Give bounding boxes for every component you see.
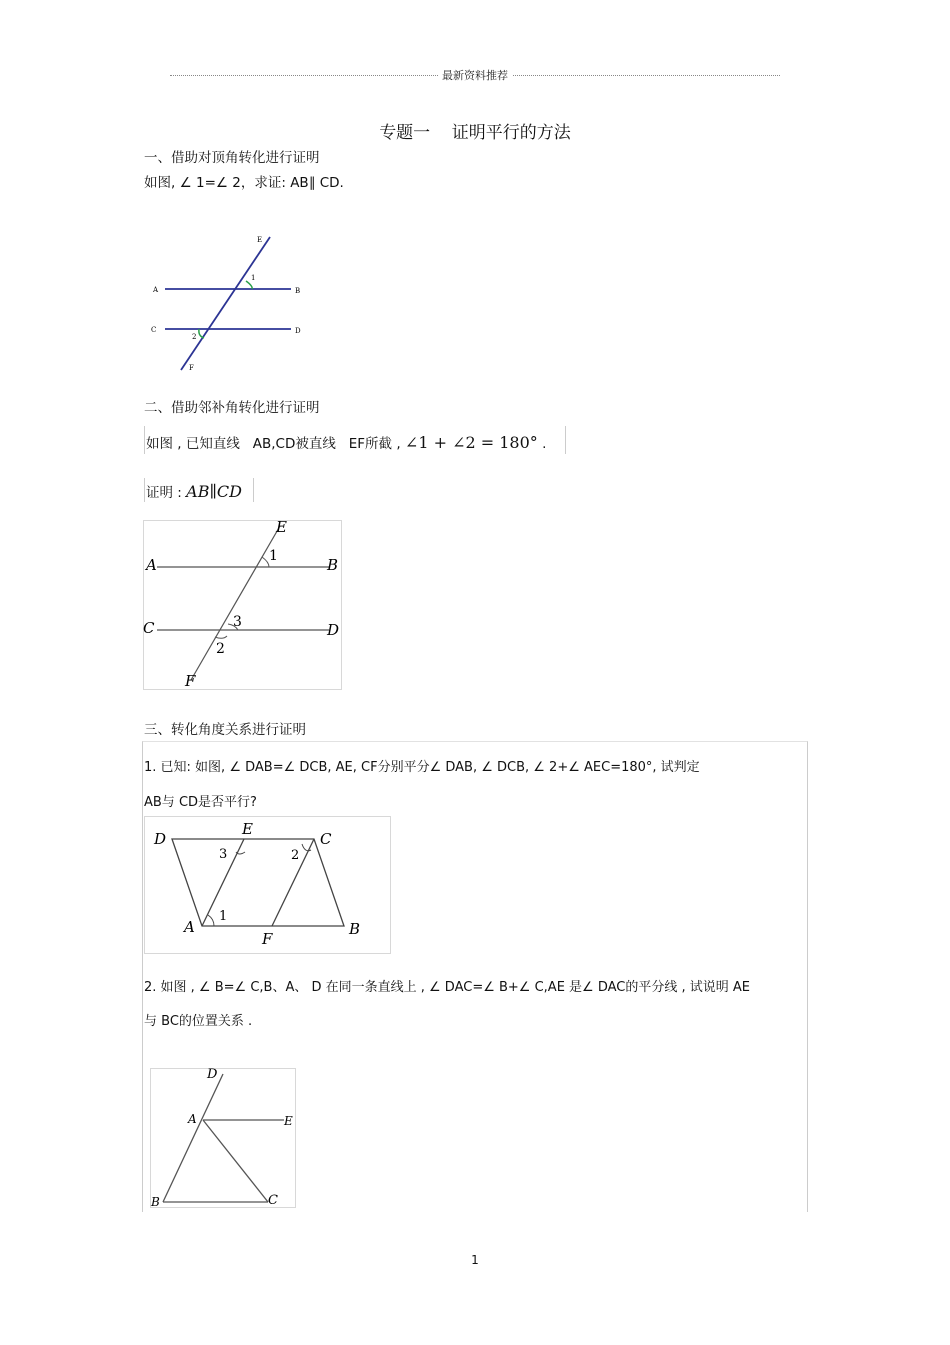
label-d: D <box>295 327 301 335</box>
section2-problem-math: ∠1 + ∠2 = 180° <box>404 433 538 452</box>
page-title: 专题一 证明平行的方法 <box>379 123 571 143</box>
label-angle2: 2 <box>291 848 300 863</box>
label-c: C <box>151 326 157 334</box>
label-angle2: 2 <box>192 333 197 341</box>
label-f: F <box>189 364 194 372</box>
label-b: B <box>327 556 339 574</box>
section2-problem-end: . <box>542 436 547 452</box>
section2-proof <box>146 481 242 501</box>
section2-proof-label: 证明 : <box>146 485 182 501</box>
line-bd <box>163 1074 223 1202</box>
figure-1 <box>145 232 310 377</box>
label-e: E <box>284 1114 293 1128</box>
section2-problem <box>146 432 546 452</box>
label-angle1: 1 <box>219 909 228 924</box>
q1-line1: 1. 已知: 如图, ∠ DAB=∠ DCB, AE, CF分别平分∠ DAB, ∠ DCB, ∠ 2+∠ AEC=180°, 试判定 <box>144 760 700 775</box>
section1-problem: 如图, ∠ 1=∠ 2，求证: AB∥ CD. <box>144 175 344 191</box>
section2-proof-math: AB∥CD <box>186 482 242 501</box>
page-number: 1 <box>471 1253 479 1267</box>
section1-heading: 一、借助对顶角转化进行证明 <box>144 150 320 166</box>
label-b: B <box>151 1195 160 1208</box>
label-angle1: 1 <box>269 548 278 564</box>
header <box>0 67 950 83</box>
section2-problem-text: 如图 , 已知直线 AB,CD被直线 EF所截 , <box>146 436 401 452</box>
label-a: A <box>153 286 159 294</box>
label-d: D <box>154 830 167 848</box>
q1-line2: AB与 CD是否平行? <box>144 795 257 810</box>
label-d: D <box>327 621 340 639</box>
label-e: E <box>242 820 253 838</box>
label-angle2: 2 <box>216 641 225 657</box>
line-ef <box>191 526 280 680</box>
figure-4 <box>150 1068 295 1208</box>
label-e: E <box>276 520 287 536</box>
label-e: E <box>257 236 263 244</box>
label-d: D <box>207 1068 218 1082</box>
line-ef <box>181 237 270 370</box>
header-text: 最新资料推荐 <box>438 69 512 82</box>
section3-heading: 三、转化角度关系进行证明 <box>144 722 306 738</box>
label-c: C <box>143 619 155 637</box>
label-c: C <box>320 830 332 848</box>
label-angle3: 3 <box>233 614 242 630</box>
label-b: B <box>349 920 361 938</box>
label-a: A <box>188 1112 197 1126</box>
label-a: A <box>146 556 157 574</box>
angle1-arc <box>208 915 214 926</box>
label-f: F <box>262 930 273 948</box>
figure-2 <box>143 520 341 690</box>
label-f: F <box>185 672 196 690</box>
q2-line1: 2. 如图 , ∠ B=∠ C,B、A、 D 在同一条直线上 , ∠ DAC=∠ B+∠ C,AE 是∠ DAC的平分线 , 试说明 AE <box>144 980 750 995</box>
label-c: C <box>268 1193 278 1208</box>
section2-heading: 二、借助邻补角转化进行证明 <box>144 400 320 416</box>
label-b: B <box>295 287 301 295</box>
label-a: A <box>184 918 195 936</box>
label-angle3: 3 <box>219 847 228 862</box>
segment-ac <box>203 1120 268 1202</box>
angle1-arc <box>246 281 252 289</box>
label-angle1: 1 <box>251 274 256 282</box>
parallelogram <box>172 839 344 926</box>
angle1-arc <box>262 557 269 567</box>
figure-3 <box>144 816 390 954</box>
q2-line2: 与 BC的位置关系 . <box>144 1014 253 1029</box>
